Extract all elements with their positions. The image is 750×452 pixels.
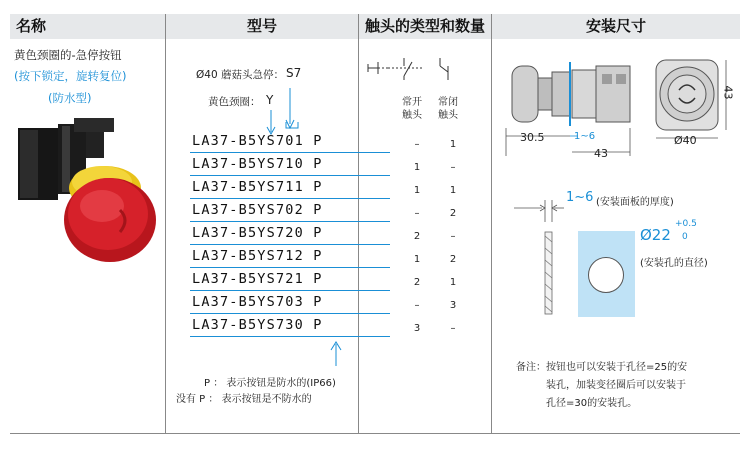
- spec1-code: S7: [286, 66, 302, 80]
- no-count-3: 1: [413, 185, 421, 196]
- model-row-3: LA37-B5YS711 P: [192, 179, 323, 195]
- spec2-code: Y: [266, 93, 274, 107]
- nc-count-4: 2: [449, 208, 457, 219]
- nc-count-9: –: [450, 323, 456, 334]
- nc-label-1: 常闭: [438, 97, 458, 108]
- dim-dia-40: Ø40: [674, 134, 697, 147]
- no-count-8: –: [414, 300, 420, 311]
- model-row-8: LA37-B5YS703 P: [192, 294, 323, 310]
- no-count-1: –: [414, 139, 420, 150]
- no-label-2: 触头: [402, 110, 422, 121]
- spec2-label: 黄色颈圈：: [208, 96, 261, 108]
- side-view-drawing: [498, 44, 644, 162]
- dim-30-5: 30.5: [520, 131, 545, 144]
- model-row-5: LA37-B5YS720 P: [192, 225, 323, 241]
- bottom-rule: [10, 433, 740, 434]
- mounting-hole: [588, 257, 624, 293]
- header-contacts: 触头的类型和数量: [359, 14, 491, 39]
- row-line-4: [190, 221, 390, 222]
- row-line-1: [190, 152, 390, 153]
- front-view-drawing: [650, 54, 740, 146]
- install-note-3: 孔径=30的安装孔。: [546, 398, 638, 409]
- model-row-9: LA37-B5YS730 P: [192, 317, 323, 333]
- no-count-9: 3: [413, 323, 421, 334]
- header-model: 型号: [166, 14, 358, 39]
- tolerance-zero: 0: [682, 232, 688, 242]
- no-count-7: 2: [413, 277, 421, 288]
- install-note-1: 备注：按钮也可以安装于孔径=25的安: [516, 362, 688, 373]
- note-p: P ： 表示按钮是防水的(IP66): [204, 378, 336, 389]
- dim-43-height: 43: [721, 85, 735, 100]
- dim-43-width: 43: [594, 147, 608, 160]
- model-pointer-arrow-y: [264, 108, 278, 136]
- spec1-label: Ø40 蘑菇头急停：: [196, 69, 284, 81]
- name-line1: 黄色颈圈的-急停按钮: [14, 48, 122, 62]
- note-no-p: 没有 P ： 表示按钮是不防水的: [176, 394, 312, 405]
- contact-symbol-icon: [364, 52, 464, 82]
- row-line-8: [190, 313, 390, 314]
- no-count-5: 2: [413, 231, 421, 242]
- hole-diameter: Ø22: [640, 226, 671, 244]
- panel-thickness-drawing: [514, 196, 564, 320]
- nc-count-6: 2: [449, 254, 457, 265]
- divider-1: [165, 14, 166, 434]
- no-count-6: 1: [413, 254, 421, 265]
- nc-label-2: 触头: [438, 110, 458, 121]
- nc-count-7: 1: [449, 277, 457, 288]
- divider-3: [491, 14, 492, 434]
- model-row-6: LA37-B5YS712 P: [192, 248, 323, 264]
- nc-count-8: 3: [449, 300, 457, 311]
- nc-count-3: 1: [449, 185, 457, 196]
- row-line-5: [190, 244, 390, 245]
- model-row-7: LA37-B5YS721 P: [192, 271, 323, 287]
- emergency-stop-button-image: [10, 110, 160, 275]
- name-line2: (按下锁定，旋转复位): [14, 69, 127, 83]
- nc-count-5: –: [450, 231, 456, 242]
- model-row-1: LA37-B5YS701 P: [192, 133, 323, 149]
- install-note-2: 装孔，加装变径圈后可以安装于: [546, 380, 686, 391]
- header-install: 安装尺寸: [492, 14, 740, 39]
- row-line-3: [190, 198, 390, 199]
- row-line-2: [190, 175, 390, 176]
- up-arrow: [328, 340, 344, 368]
- no-count-4: –: [414, 208, 420, 219]
- panel-thickness-value: 1~6: [566, 190, 594, 205]
- dim-1-6-side: 1~6: [574, 131, 596, 142]
- hole-diameter-label: (安装孔的直径): [640, 258, 708, 269]
- model-row-2: LA37-B5YS710 P: [192, 156, 323, 172]
- tolerance-plus: +0.5: [675, 219, 697, 229]
- nc-count-1: 1: [449, 139, 457, 150]
- divider-2: [358, 14, 359, 434]
- nc-count-2: –: [450, 162, 456, 173]
- model-row-4: LA37-B5YS702 P: [192, 202, 323, 218]
- header-name: 名称: [10, 14, 165, 39]
- row-line-9: [190, 336, 390, 337]
- no-label-1: 常开: [402, 97, 422, 108]
- row-line-6: [190, 267, 390, 268]
- panel-thickness-label: (安装面板的厚度): [596, 197, 674, 208]
- row-line-7: [190, 290, 390, 291]
- name-line3: (防水型): [48, 91, 92, 105]
- no-count-2: 1: [413, 162, 421, 173]
